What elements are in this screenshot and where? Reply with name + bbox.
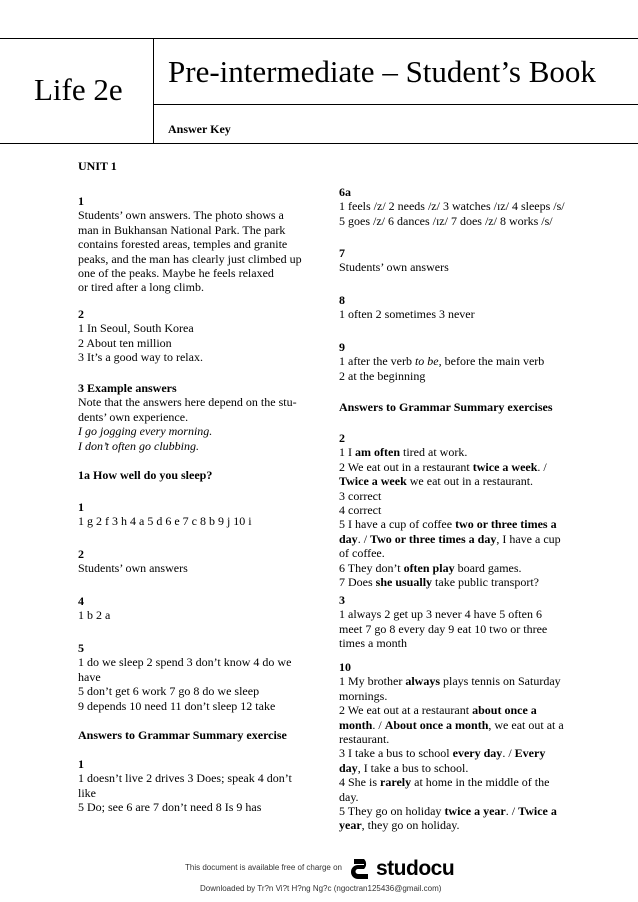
answer-line: one of the peaks. Maybe he feels relaxed xyxy=(78,266,274,281)
answer-line: 3 I take a bus to school every day. / Every xyxy=(339,746,546,761)
answer-line: 1 My brother always plays tennis on Saturday xyxy=(339,674,561,689)
right-answer-9 xyxy=(339,340,571,383)
lesson-heading: 1a How well do you sleep? xyxy=(78,468,213,482)
answer-line: Twice a week we eat out in a restaurant. xyxy=(339,474,534,489)
section-heading: 3 Example answers xyxy=(78,381,177,395)
left-grammar-answer-1 xyxy=(78,757,310,815)
answer-line: Students’ own answers xyxy=(339,260,449,275)
example-answer: I don’t often go clubbing. xyxy=(78,438,199,453)
example-answer: I go jogging every morning. xyxy=(78,424,213,439)
answer-line: 1 g 2 f 3 h 4 a 5 d 6 e 7 c 8 b 9 j 10 i xyxy=(78,514,252,529)
answer-line: or tired after a long climb. xyxy=(78,280,204,295)
answer-line: 1 after the verb to be, before the main verb xyxy=(339,354,545,369)
answer-line: 7 Does she usually take public transport? xyxy=(339,575,539,590)
answer-line: 2 About ten million xyxy=(78,335,172,350)
answer-number: 2 xyxy=(339,431,345,445)
answer-line: 4 correct xyxy=(339,503,382,518)
grammar-summary-exercises-heading: Answers to Grammar Summary exercises xyxy=(339,400,553,414)
answer-line: month. / About once a month, we eat out at a xyxy=(339,717,564,732)
answer-line: of coffee. xyxy=(339,546,385,561)
answer-line: 1 often 2 sometimes 3 never xyxy=(339,307,475,322)
answer-number: 1 xyxy=(78,757,84,771)
answer-number: 8 xyxy=(339,293,345,307)
unit-heading: UNIT 1 xyxy=(78,159,117,173)
studocu-logo-icon xyxy=(350,857,372,881)
header-divider-vertical xyxy=(153,38,154,144)
answer-line: 5 goes /z/ 6 dances /ɪz/ 7 does /z/ 8 works /s/ xyxy=(339,213,553,228)
footer-availability-note: This document is available free of charge on xyxy=(185,863,342,872)
answer-line: 1 b 2 a xyxy=(78,608,111,623)
answer-line: 1 In Seoul, South Korea xyxy=(78,321,194,336)
answer-line: 5 I have a cup of coffee two or three times a xyxy=(339,517,557,532)
answer-number: 7 xyxy=(339,246,345,260)
answer-number: 2 xyxy=(78,307,84,321)
answer-line: like xyxy=(78,785,96,800)
answer-line: 5 don’t get 6 work 7 go 8 do we sleep xyxy=(78,684,260,699)
answer-key-label: Answer Key xyxy=(168,122,231,136)
answer-line: 2 at the beginning xyxy=(339,368,426,383)
answer-number: 6a xyxy=(339,185,351,199)
answer-line: 3 correct xyxy=(339,488,382,503)
answer-line: Note that the answers here depend on the stu- xyxy=(78,395,297,410)
answer-line: 2 We eat out at a restaurant about once a xyxy=(339,703,537,718)
header-divider-horizontal xyxy=(153,104,638,105)
answer-line: day. xyxy=(339,789,359,804)
answer-line: contains forested areas, temples and granite xyxy=(78,237,288,252)
right-answer-8 xyxy=(339,293,571,322)
answer-line: have xyxy=(78,669,101,684)
right-answer-7 xyxy=(339,246,571,275)
answer-line: 1 feels /z/ 2 needs /z/ 3 watches /ɪz/ 4 sleeps /s/ xyxy=(339,199,565,214)
answer-line: dents’ own experience. xyxy=(78,409,189,424)
answer-line: times a month xyxy=(339,636,407,651)
answer-line: 5 Do; see 6 are 7 don’t need 8 Is 9 has xyxy=(78,800,262,815)
answer-line: 3 It’s a good way to relax. xyxy=(78,350,203,365)
answer-line: year, they go on holiday. xyxy=(339,818,460,833)
answer-number: 10 xyxy=(339,660,351,674)
right-grammar-answer-3 xyxy=(339,593,571,651)
answer-number: 3 xyxy=(339,593,345,607)
answer-number: 2 xyxy=(78,547,84,561)
left-1a-answer-2 xyxy=(78,547,310,576)
answer-number: 1 xyxy=(78,500,84,514)
answer-number: 5 xyxy=(78,641,84,655)
grammar-summary-heading: Answers to Grammar Summary exercise xyxy=(78,728,287,742)
answer-line: Students’ own answers. The photo shows a xyxy=(78,208,284,223)
book-title: Pre-intermediate – Student’s Book xyxy=(168,54,596,89)
answer-line: day. / Two or three times a day, I have a cup xyxy=(339,531,561,546)
answer-line: man in Bukhansan National Park. The park xyxy=(78,222,286,237)
answer-line: 1 always 2 get up 3 never 4 have 5 often 6 xyxy=(339,607,542,622)
answer-line: meet 7 go 8 every day 9 eat 10 two or three xyxy=(339,621,548,636)
answer-line: day, I take a bus to school. xyxy=(339,760,469,775)
answer-line: 1 I am often tired at work. xyxy=(339,445,468,460)
left-1a-answer-4 xyxy=(78,594,310,623)
left-1a-answer-5 xyxy=(78,641,310,713)
answer-number: 9 xyxy=(339,340,345,354)
left-answer-2 xyxy=(78,307,310,365)
right-grammar-answer-10 xyxy=(339,660,571,833)
right-answer-6a xyxy=(339,185,571,228)
answer-line: 1 do we sleep 2 spend 3 don’t know 4 do we xyxy=(78,655,292,670)
left-1a-answer-1 xyxy=(78,500,310,529)
download-attribution: Downloaded by Tr?n Vi?t H?ng Ng?c (ngoctran125436@gmail.com) xyxy=(200,884,442,893)
studocu-logo-text: studocu xyxy=(376,857,455,880)
answer-number: 1 xyxy=(78,194,84,208)
answer-line: Students’ own answers xyxy=(78,561,188,576)
answer-line: mornings. xyxy=(339,688,388,703)
answer-line: 4 She is rarely at home in the middle of the xyxy=(339,775,550,790)
answer-line: peaks, and the man has clearly just climbed up xyxy=(78,251,302,266)
brand-title: Life 2e xyxy=(34,72,123,107)
left-answer-3 xyxy=(78,381,310,453)
answer-number: 4 xyxy=(78,594,84,608)
studocu-logo[interactable] xyxy=(350,857,454,881)
answer-line: 1 doesn’t live 2 drives 3 Does; speak 4 don’t xyxy=(78,771,292,786)
answer-line: 5 They go on holiday twice a year. / Twice a xyxy=(339,804,557,819)
left-answer-1 xyxy=(78,194,310,295)
answer-line: restaurant. xyxy=(339,732,390,747)
answer-line: 9 depends 10 need 11 don’t sleep 12 take xyxy=(78,698,276,713)
answer-line: 2 We eat out in a restaurant twice a week. / xyxy=(339,459,547,474)
right-grammar-answer-2 xyxy=(339,431,571,589)
answer-line: 6 They don’t often play board games. xyxy=(339,560,522,575)
